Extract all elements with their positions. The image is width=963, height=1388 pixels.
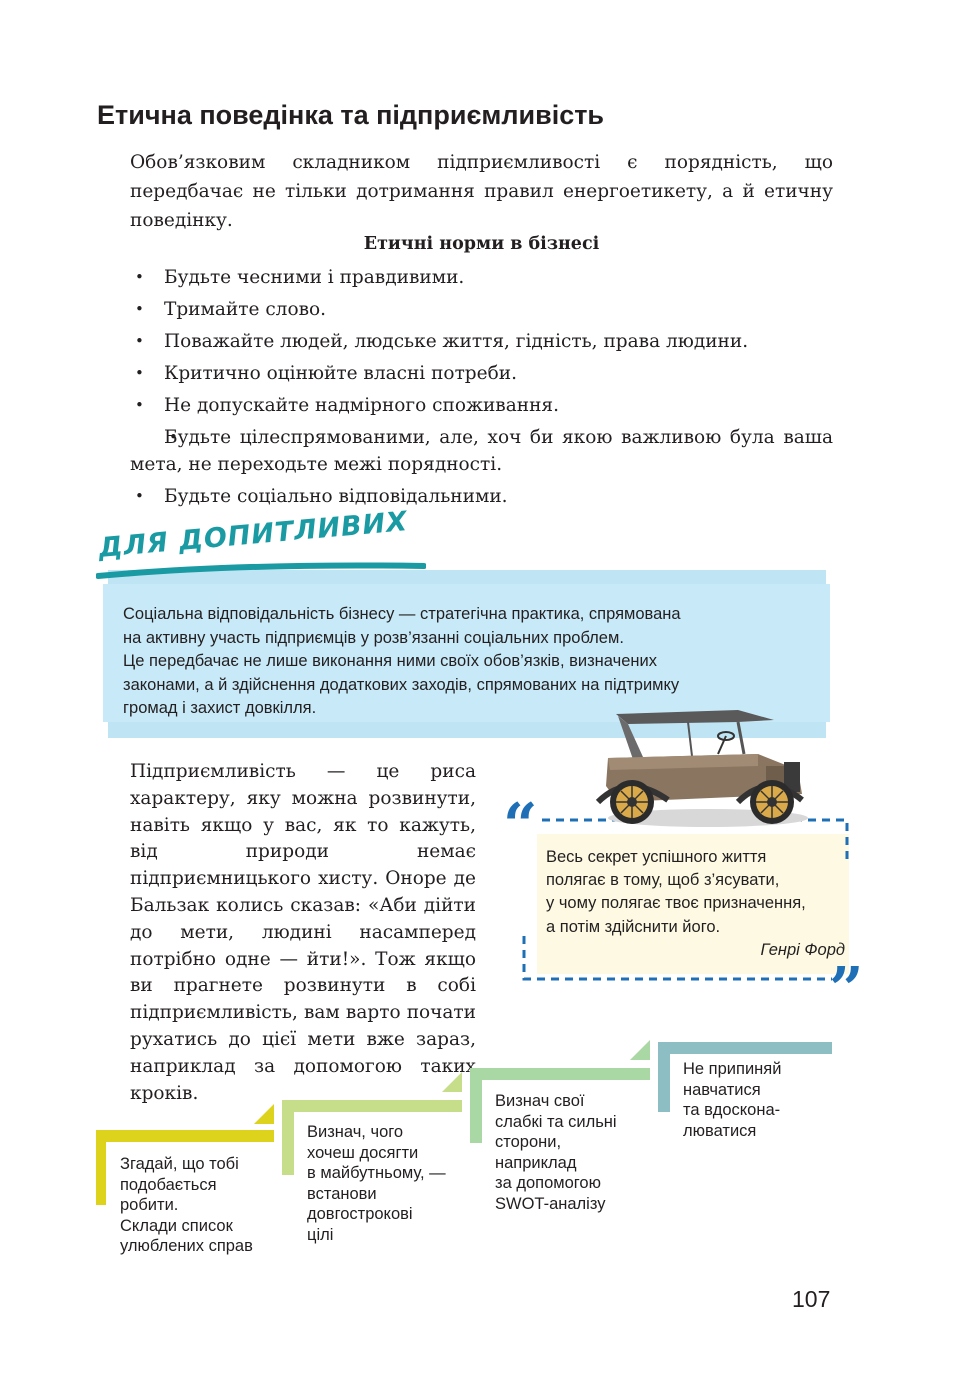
norm-item: • Тримайте слово. — [130, 296, 833, 323]
curious-text — [123, 603, 813, 721]
close-quote-mark: ” — [829, 955, 864, 1025]
step-3-text — [495, 1091, 655, 1215]
section-title: Етична поведінка та підприємливість — [97, 100, 605, 130]
step-line: наприклад — [495, 1153, 577, 1172]
step-line: встанови — [307, 1184, 377, 1203]
step-line: Визнач свої — [495, 1092, 585, 1110]
norms-list — [130, 264, 833, 515]
step-2-text — [307, 1122, 467, 1246]
quote-line: Весь секрет успішного життя — [546, 848, 767, 866]
norm-item: • Поважайте людей, людське життя, гідність, права людини. — [130, 328, 833, 355]
curious-title: ДЛЯ ДОПИТЛИВИХ — [97, 506, 410, 564]
step-line: в майбутньому, — — [307, 1164, 446, 1183]
step-3-triangle — [630, 1040, 650, 1060]
norm-item: • Критично оцінюйте власні потреби. — [130, 360, 833, 387]
step-4-text — [683, 1059, 833, 1141]
curious-line: на активну участь підприємців у розв’язанні соціальних проблем. — [123, 628, 624, 647]
step-line: Визнач, чого — [307, 1123, 404, 1141]
curious-line: громад і захист довкілля. — [123, 699, 317, 717]
open-quote-mark: “ — [503, 791, 538, 861]
step-1-text — [120, 1154, 280, 1257]
step-line: довгострокові — [307, 1205, 413, 1224]
norm-item: • Не допускайте надмірного споживання. — [130, 392, 833, 419]
step-line: сторони, — [495, 1133, 562, 1152]
curious-underline-stroke — [96, 560, 426, 582]
step-line: SWOT-аналізу — [495, 1194, 606, 1213]
step-line: Склади список — [120, 1216, 233, 1235]
quote-line: полягає в тому, щоб з’ясувати, — [546, 871, 780, 890]
step-line: навчатися — [683, 1080, 761, 1099]
curious-line: Соціальна відповідальність бізнесу — стратегічна практика, спрямована — [123, 605, 681, 623]
step-line: Згадай, що тобі — [120, 1155, 239, 1173]
step-line: улюблених справ — [120, 1237, 253, 1256]
curious-line: законами, а й здійснення додаткових заходів, спрямованих на підтримку — [123, 675, 680, 694]
step-line: за допомогою — [495, 1174, 601, 1193]
norm-item: • Будьте цілеспрямованими, але, хоч би якою важливою була ваша мета, не переходьте межі порядності. — [130, 424, 833, 478]
step-2-triangle — [442, 1072, 462, 1092]
step-line: Не припиняй — [683, 1060, 782, 1078]
quote-line: а потім здійснити його. — [546, 917, 721, 936]
quote-line: у чому полягає твоє призначення, — [546, 894, 806, 913]
step-line: слабкі та сильні — [495, 1112, 617, 1131]
norm-item: • Будьте соціально відповідальними. — [130, 483, 833, 510]
norms-heading: Етичні норми в бізнесі — [363, 234, 600, 254]
step-line: люватися — [683, 1121, 757, 1140]
norm-item: • Будьте чесними і правдивими. — [130, 264, 833, 291]
vintage-car-illustration — [588, 706, 810, 830]
step-line: подобається — [120, 1175, 217, 1194]
body-paragraph: Підприємливість — це риса характеру, яку можна розвинути, навіть якщо у вас, як то кажуть, від природи немає підприємницького хисту. Оноре де Бальзак колись сказав: «Аби дійти до мети, людині насамперед потрібно одне — йти!». Тож якщо ви прагнете розвинути в собі підприємливість, вам варто почати рухатись до цієї мети вже зараз, наприклад за допомогою таких кроків. — [130, 761, 476, 1104]
step-line: та вдоскона- — [683, 1101, 781, 1120]
page-number: 107 — [792, 1286, 831, 1312]
curious-line: Це передбачає не лише виконання ними своїх обов’язків, визначених — [123, 652, 657, 670]
step-line: хочеш досягти — [307, 1143, 419, 1162]
quote-text — [546, 846, 846, 939]
step-line: цілі — [307, 1225, 334, 1244]
quote-author: Генрі Форд — [760, 941, 845, 959]
intro-paragraph: Обов’язковим складником підприємливості є порядність, що передбачає не тільки дотримання правил енергоетикету, а й етичну поведінку. — [130, 152, 833, 231]
step-line: робити. — [120, 1196, 179, 1215]
step-1-triangle — [254, 1104, 274, 1124]
